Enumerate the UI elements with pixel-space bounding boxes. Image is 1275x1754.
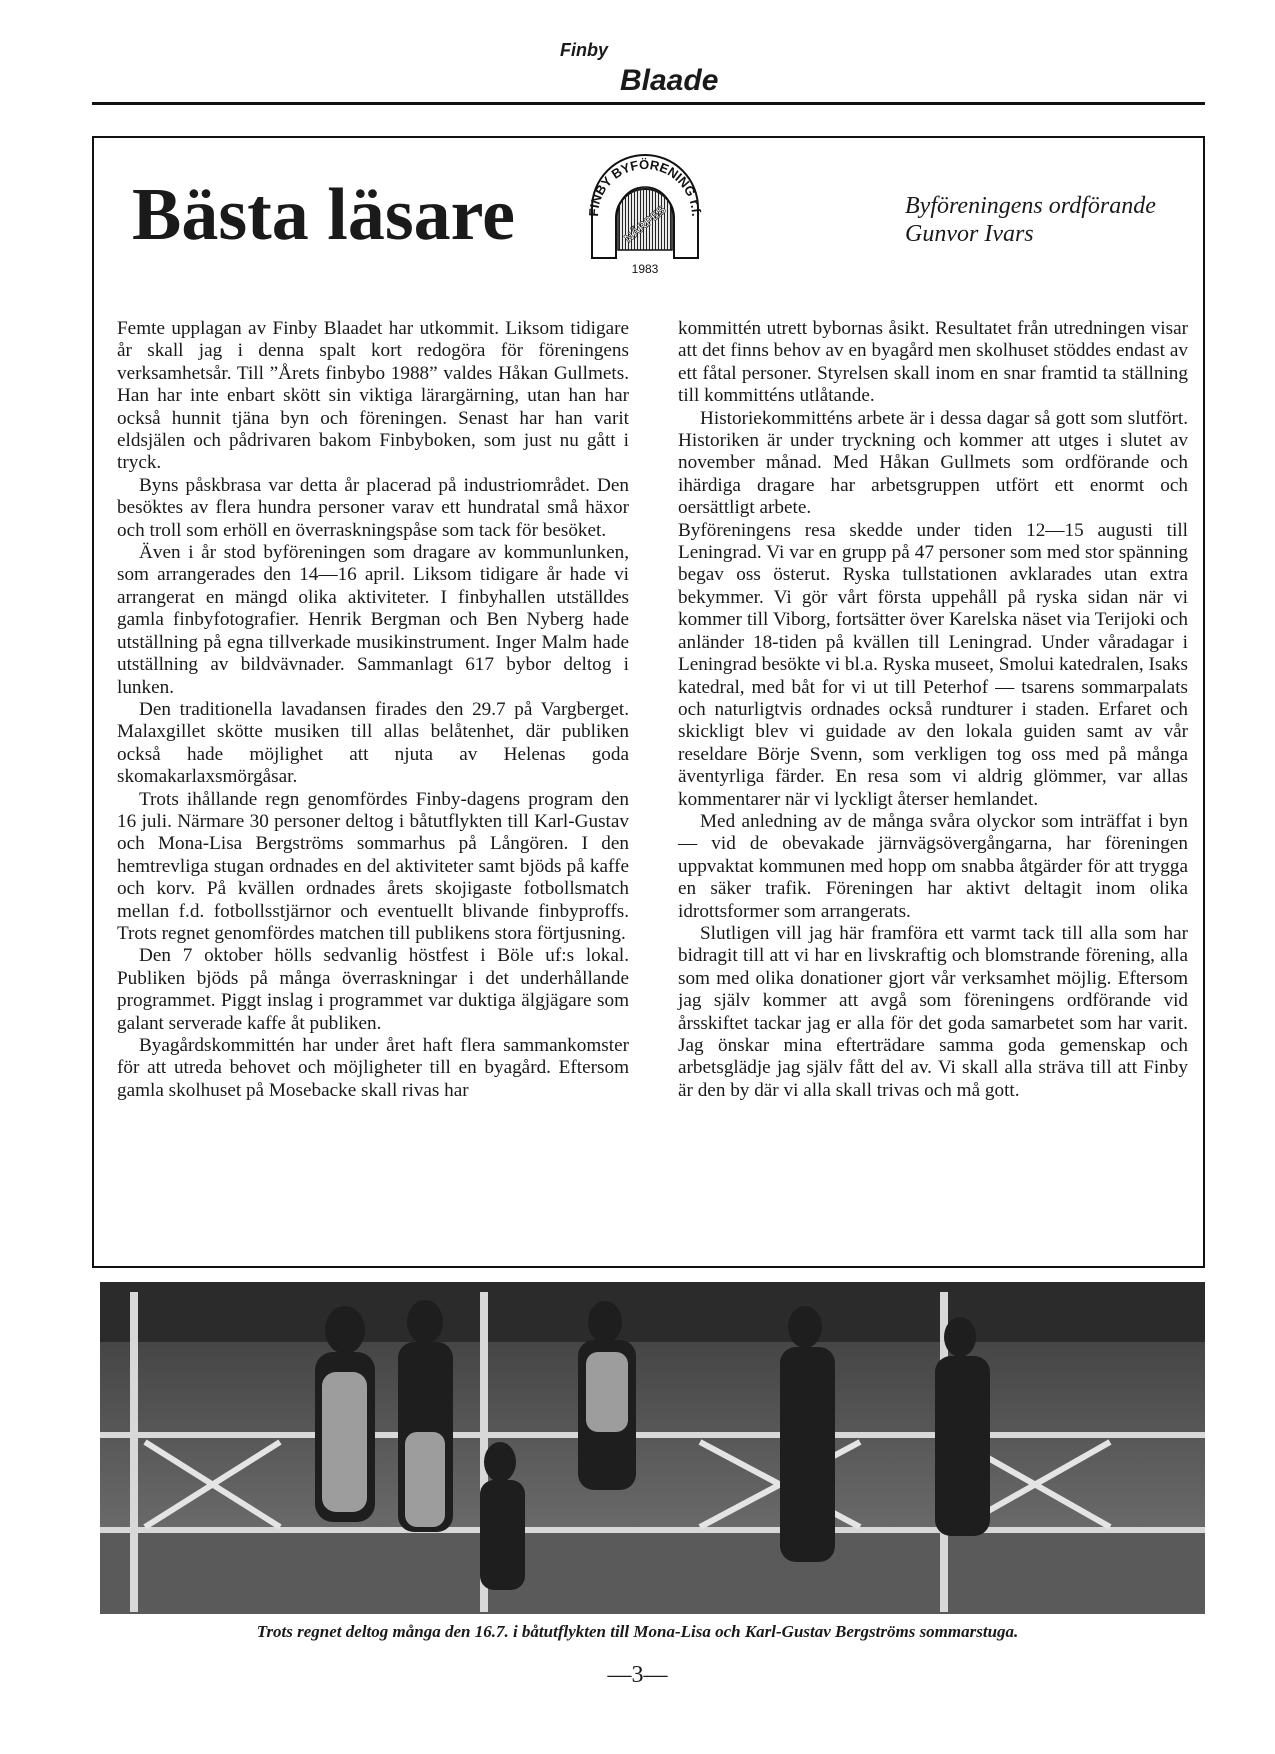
paragraph: Byföreningens resa skedde under tiden 12—15 augusti till Leningrad. Vi var en grupp på 47 personer som med stor spänning begav oss österut. Ryska tullstationen avklarades utan extra bekymmer. Vi gör vårt första uppehåll på ryska sidan när vi kommer till Viborg, fortsätter över Karelska näset via Terijoki och anländer 18-tiden på kvällen till Leningrad. Under våradagar i Leningrad besökte vi bl.a. Ryska museet, Smolui katedralen, Isaks katedral, med båt for vi ut till Peterhof — tsarens sommarpalats och naturligtvis ordnades också rundturer i staden. Erfaret och skickligt blev vi guidade av den lokala guiden samt av vår reseldare Börje Svenn, som verkligen tog oss med på många äventyrliga färder. En resa som vi aldrig glömmer, var allas kommentarer när vi lyckligt återser hemlandet. <box>678 519 1188 810</box>
paragraph: Slutligen vill jag här framföra ett varmt tack till alla som har bidragit till att vi har en livskraftig och blomstrande förening, alla som med olika donationer gjort vår verksamhet möjlig. Eftersom jag själv kommer att avgå som föreningens ordförande vid årsskiftet tackar jag er alla för det goda samarbetet som har varit. Jag önskar mina efterträdare samma goda gemenskap och arbetsglädje jag själv fått del av. Vi skall alla sträva till att Finby är den by där vi alla skall trivas och må gott. <box>678 922 1188 1101</box>
article-headline: Bästa läsare <box>132 174 516 256</box>
byline-role: Byföreningens ordförande <box>905 193 1156 219</box>
emblem-ring-text: FINBY BYFÖRENING r.f. <box>585 156 705 217</box>
emblem-center-text: NÄRPES <box>621 202 669 246</box>
paragraph: Med anledning av de många svåra olyckor som inträffat i byn — vid de obevakade järnvägsövergångarna, har föreningen uppvaktat kommunen med hopp om snabba åtgärder för att trygga en säker trafik. Föreningen har aktivt deltagit inom olika idrottsformer som arrangerats. <box>678 810 1188 922</box>
paragraph: Historiekommitténs arbete är i dessa dagar så gott som slutfört. Historiken är under tryckning och kommer att utges i slutet av november månad. Med Håkan Gullmets som ordförande och ihärdiga dragare har arbetsgruppen utfört ett enormt och oersättligt arbete. <box>678 407 1188 519</box>
association-emblem <box>582 138 708 278</box>
paragraph: Trots ihållande regn genomfördes Finby-dagens program den 16 juli. Närmare 30 personer deltog i båtutflykten till Karl-Gustav och Mona-Lisa Bergströms sommarhus på Långören. I den hemtrevliga stugan ordnades en del aktiviteter samt bjöds på kaffe och korv. På kvällen ordnades årets skojigaste fotbollsmatch mellan f.d. fotbollsstjärnor och eventuellt blivande finbyproffs. Trots regnet genomfördes matchen till publikens stora förtjusning. <box>117 788 629 944</box>
paragraph: Femte upplagan av Finby Blaadet har utkommit. Liksom tidigare år skall jag i denna spalt kort redogöra för föreningens verksamhetsår. Till ”Årets finbybo 1988” valdes Håkan Gullmets. Han har inte enbart skött sin viktiga lärargärning, utan han har också hunnit tjäna byn och föreningen. Senast har han varit eldsjälen och pådrivaren bakom Finbyboken, som just nu gått i tryck. <box>117 318 629 474</box>
masthead-title-top: Finby <box>560 40 608 60</box>
masthead-rule <box>92 102 1205 105</box>
article-byline <box>905 192 1156 248</box>
group-photo <box>100 1282 1205 1614</box>
article-column-right <box>678 318 1188 1102</box>
page-number: —3— <box>607 1662 668 1688</box>
paragraph: Även i år stod byföreningen som dragare av kommunlunken, som arrangerades den 14—16 april. Liksom tidigare år hade vi arrangerat en mängd olika aktiviteter. I finbyhallen utställdes gamla finbyfotografier. Henrik Bergman och Ben Nyberg hade utställning på egna tillverkade musikinstrument. Inger Malm hade utställning av bildvävnader. Sammanlagt 617 bybor deltog i lunken. <box>117 542 629 698</box>
byline-name: Gunvor Ivars <box>905 221 1034 247</box>
photo-caption: Trots regnet deltog många den 16.7. i båtutflykten till Mona-Lisa och Karl-Gustav Bergströms sommarstuga. <box>256 1622 1019 1641</box>
paragraph: Den traditionella lavadansen firades den 29.7 på Vargberget. Malaxgillet skötte musiken till allas belåtenhet, där publiken också hade möjlighet att njuta av Helenas goda skomakarlaxsmörgåsar. <box>117 698 629 788</box>
paragraph: Den 7 oktober hölls sedvanlig höstfest i Böle uf:s lokal. Publiken bjöds på många överraskningar i det underhållande programmet. Piggt inslag i programmet var duktiga älgjägare som galant serverade kaffe åt publiken. <box>117 945 629 1034</box>
paragraph: kommittén utrett bybornas åsikt. Resultatet från utredningen visar att det finns behov av en byagård men skolhuset stöddes endast av ett fåtal personer. Styrelsen skall inom en snar framtid ta ställning till kommitténs utlåtande. <box>678 318 1188 407</box>
paragraph: Byagårdskommittén har under året haft flera sammankomster för att utreda behovet och möjligheter till en byagård. Eftersom gamla skolhuset på Mosebacke skall rivas har <box>117 1035 629 1101</box>
masthead-title-bottom: Blaade <box>620 64 719 97</box>
paragraph: Byns påskbrasa var detta år placerad på industriområdet. Den besöktes av flera hundra personer varav ett hundratal små häxor och troll som erhöll en överraskningspåse som tack för besöket. <box>117 474 629 541</box>
article-column-left <box>117 318 629 1102</box>
emblem-year: 1983 <box>631 262 659 276</box>
